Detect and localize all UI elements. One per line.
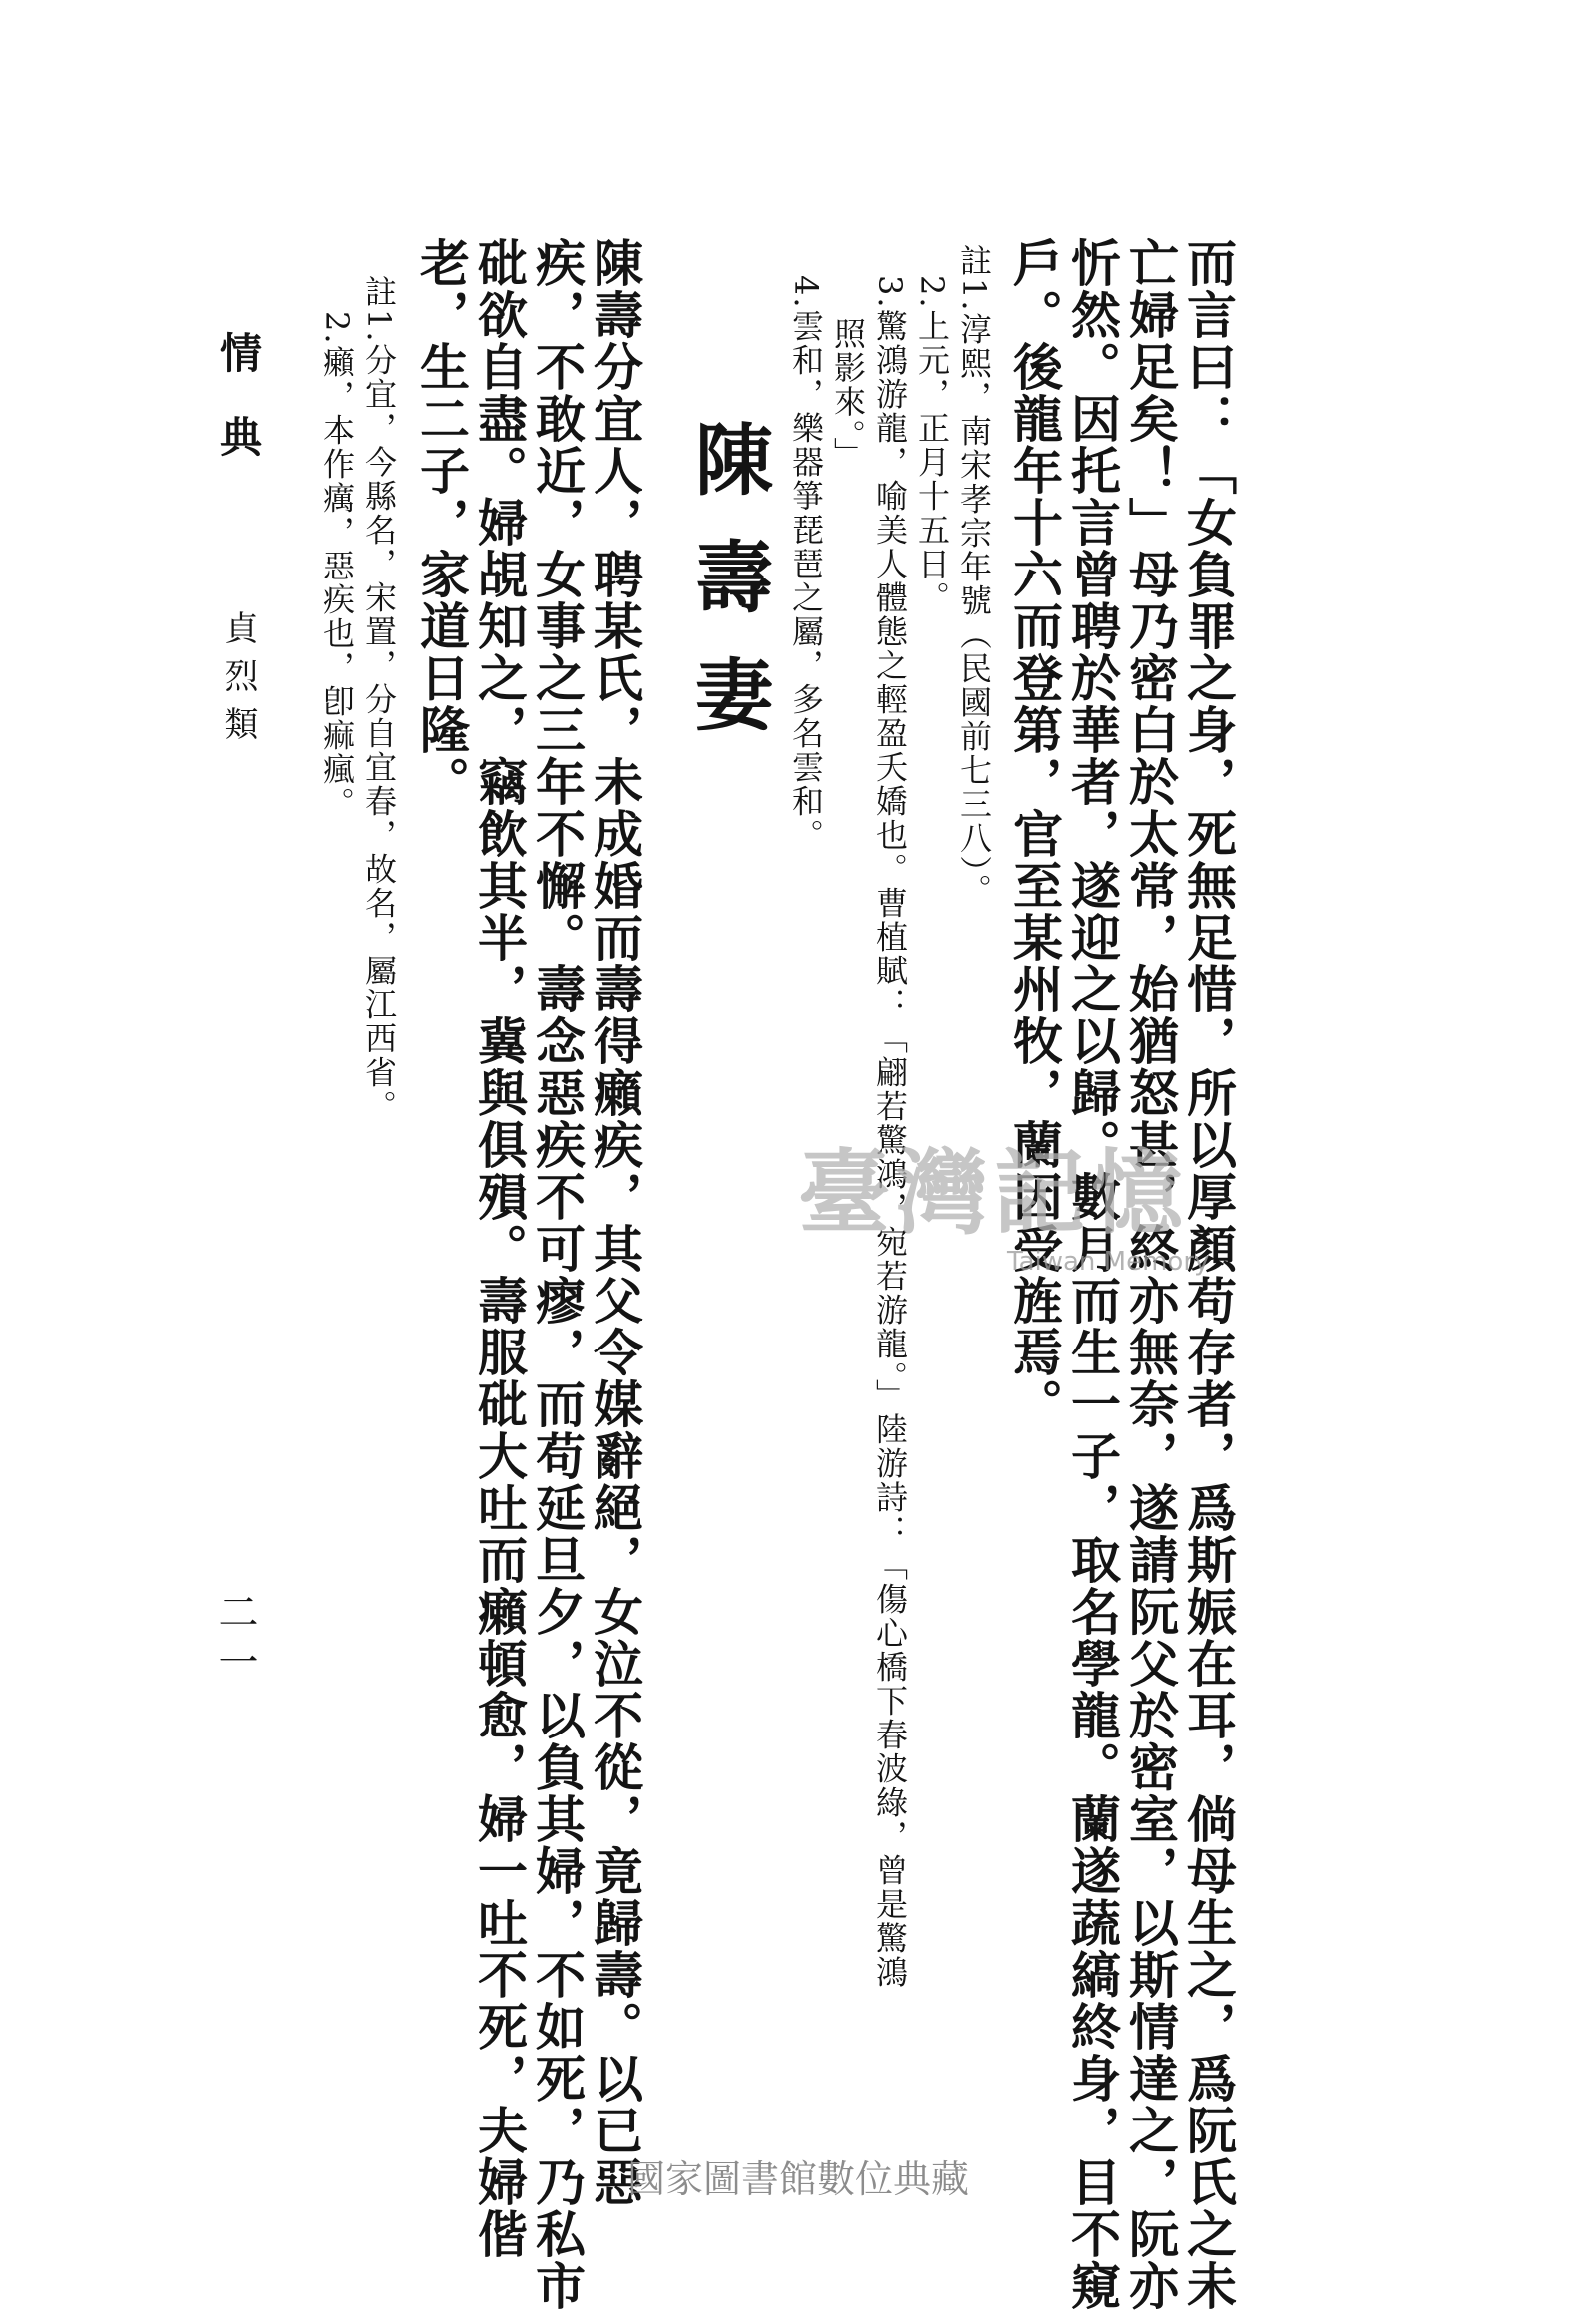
watermark-chinese: 臺灣記憶 xyxy=(798,1139,1190,1247)
prev-main-column-1: 而言曰：「女負罪之身，死無足惜，所以厚顏苟存者，爲斯娠在耳，倘母生之，爲阮氏之未 xyxy=(1179,237,1238,2312)
prev-note-3: 3.驚鴻游龍，喻美人體態之輕盈夭嬌也。曹植賦：「翩若驚鴻，宛若游龍。」陸游詩：「傷心橋下春波綠，曾是驚鴻 xyxy=(871,275,909,1990)
prev-note-5: 4.雲和，樂器箏琵琶之屬，多名雲和。 xyxy=(787,275,825,853)
prev-note-2: 2.上元，正月十五日。 xyxy=(913,275,951,615)
prev-main-column-2: 亡婦足矣！」母乃密白於太常，始猶怒甚，終亦無奈，遂請阮父於密室，以斯情達之，阮亦 xyxy=(1121,237,1180,2312)
story-main-column-4: 老，生二子，家道日隆。 xyxy=(412,237,471,808)
story-note-1: 註1.分宜，今縣名，宋置，分自宜春，故名，屬江西省。 xyxy=(360,275,398,1124)
running-head-section: 貞烈類 xyxy=(218,610,258,754)
prev-note-4: 照影來。」 xyxy=(829,317,867,471)
prev-main-column-4: 戶。後龍年十六而登第，官至某州牧，蘭因受旌焉。 xyxy=(1005,237,1064,1430)
prev-main-column-3: 忻然。因托言曾聘於華者，遂迎之以歸。數月而生一子，取名學龍。蘭遂蔬縞終身，目不窺 xyxy=(1063,237,1122,2312)
watermark-logo xyxy=(798,1139,1210,1277)
page-number: 二一 xyxy=(212,1591,258,1691)
story-main-column-2: 疾，不敢近，女事之三年不懈。壽念惡疾不可瘳，而苟延旦夕，以負其婦，不如死，乃私市 xyxy=(528,237,587,2312)
story-note-2: 2.癩，本作癘，惡疾也，卽痲瘋。 xyxy=(318,311,356,821)
watermark-english: Taiwan Memory xyxy=(1007,1247,1210,1277)
story-title: 陳壽妻 xyxy=(682,419,773,772)
footer-credit: 國家圖書館數位典藏 xyxy=(626,2157,969,2201)
story-main-column-1: 陳壽分宜人，聘某氏，未成婚而壽得癩疾，其父令媒辭絕，女泣不從，竟歸壽。以已惡 xyxy=(586,237,644,2208)
prev-note-1: 註1.淳熙，南宋孝宗年號（民國前七三八）。 xyxy=(955,244,993,908)
running-head-book: 情 典 xyxy=(214,331,263,457)
story-main-column-3: 砒欲自盡。婦覘知之，竊飲其半，冀與俱殞。壽服砒大吐而癩頓愈，婦一吐不死，夫婦偕 xyxy=(470,237,529,2260)
